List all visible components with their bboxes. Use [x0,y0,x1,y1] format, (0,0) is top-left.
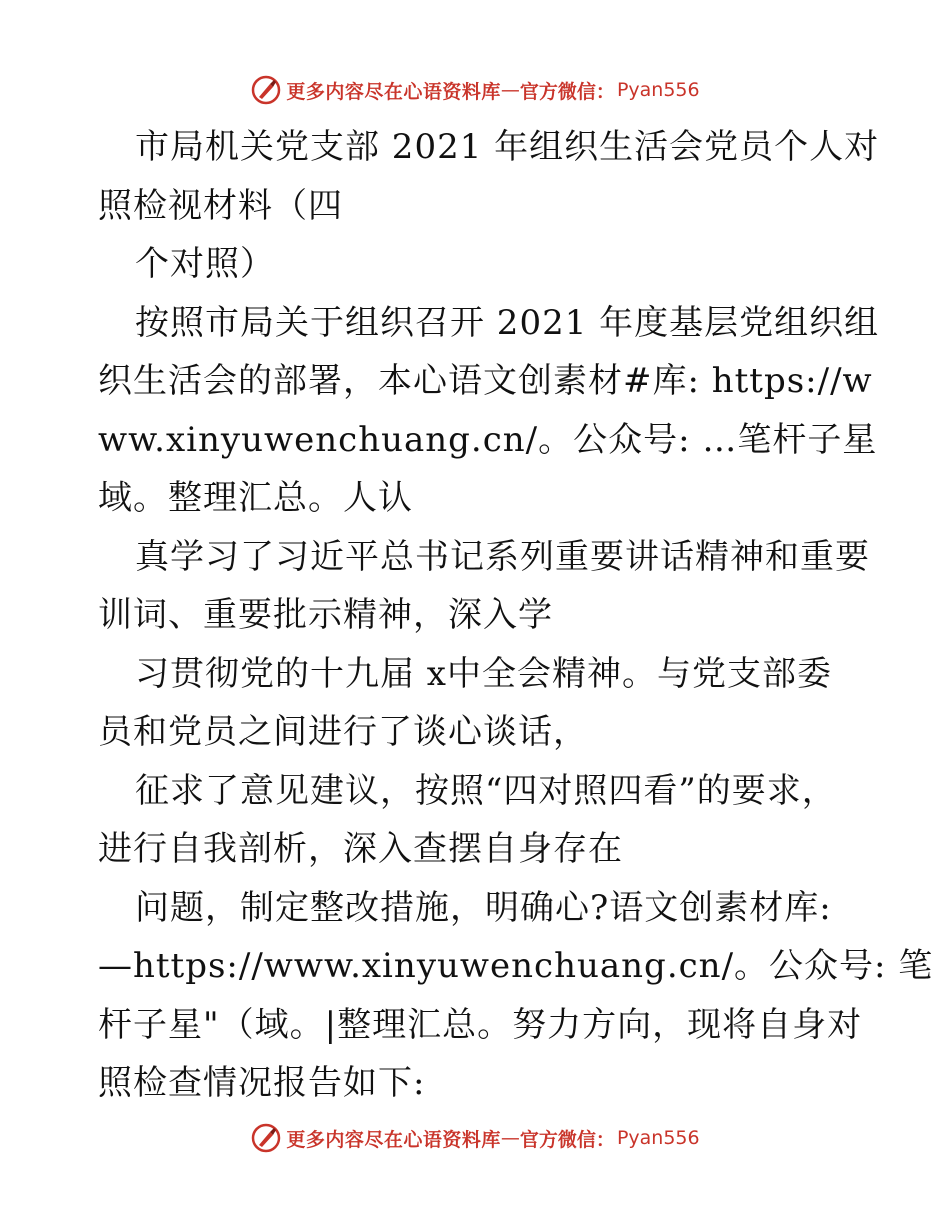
doc-line-3: 个对照） [135,244,275,284]
pen-logo-icon [250,1122,282,1154]
doc-line-14: 问题，制定整改措施，明确心?语文创素材库: [135,887,832,928]
doc-line-10: 习贯彻党的十九届 x中全会精神。与党支部委 [135,653,832,694]
doc-line-4: 按照市局关于组织召开 2021 年度基层党组织组 [135,302,880,343]
doc-line-8: 真学习了习近平总书记系列重要讲话精神和重要 [135,536,870,577]
wechat-label: 官方微信： [519,80,615,103]
banner-dash: — [500,1127,520,1149]
doc-line-6: ww.xinyuwenchuang.cn/。公众号: …笔杆子星 [98,419,878,460]
promo-text: 更多内容尽在心语资料库 [286,1128,501,1151]
doc-line-2: 照检视材料（四 [98,185,343,226]
banner-dash: — [500,79,520,101]
wechat-id: Pyan556 [616,79,700,101]
promo-text: 更多内容尽在心语资料库 [286,80,501,103]
doc-line-17: 照检查情况报告如下: [98,1063,426,1103]
wechat-id: Pyan556 [616,1127,700,1149]
doc-line-16: 杆子星"（域。|整理汇总。努力方向，现将自身对 [98,1004,863,1045]
doc-line-15: —https://www.xinyuwenchuang.cn/。公众号: 笔 [98,946,934,986]
header-banner [0,70,950,110]
doc-line-11: 员和党员之间进行了谈心谈话， [98,712,588,752]
doc-line-1: 市局机关党支部 2021 年组织生活会党员个人对 [135,127,880,167]
doc-line-9: 训词、重要批示精神，深入学 [98,595,553,635]
footer-banner [0,1118,950,1158]
doc-line-5: 织生活会的部署，本心语文创素材#库: https://w [98,361,873,401]
doc-line-7: 域。整理汇总。人认 [98,478,413,518]
wechat-label: 官方微信： [519,1128,615,1151]
doc-line-13: 进行自我剖析，深入查摆自身存在 [98,829,623,869]
document-body [98,118,934,1113]
pen-logo-icon [250,74,282,106]
doc-line-12: 征求了意见建议，按照“四对照四看”的要求， [135,770,837,811]
